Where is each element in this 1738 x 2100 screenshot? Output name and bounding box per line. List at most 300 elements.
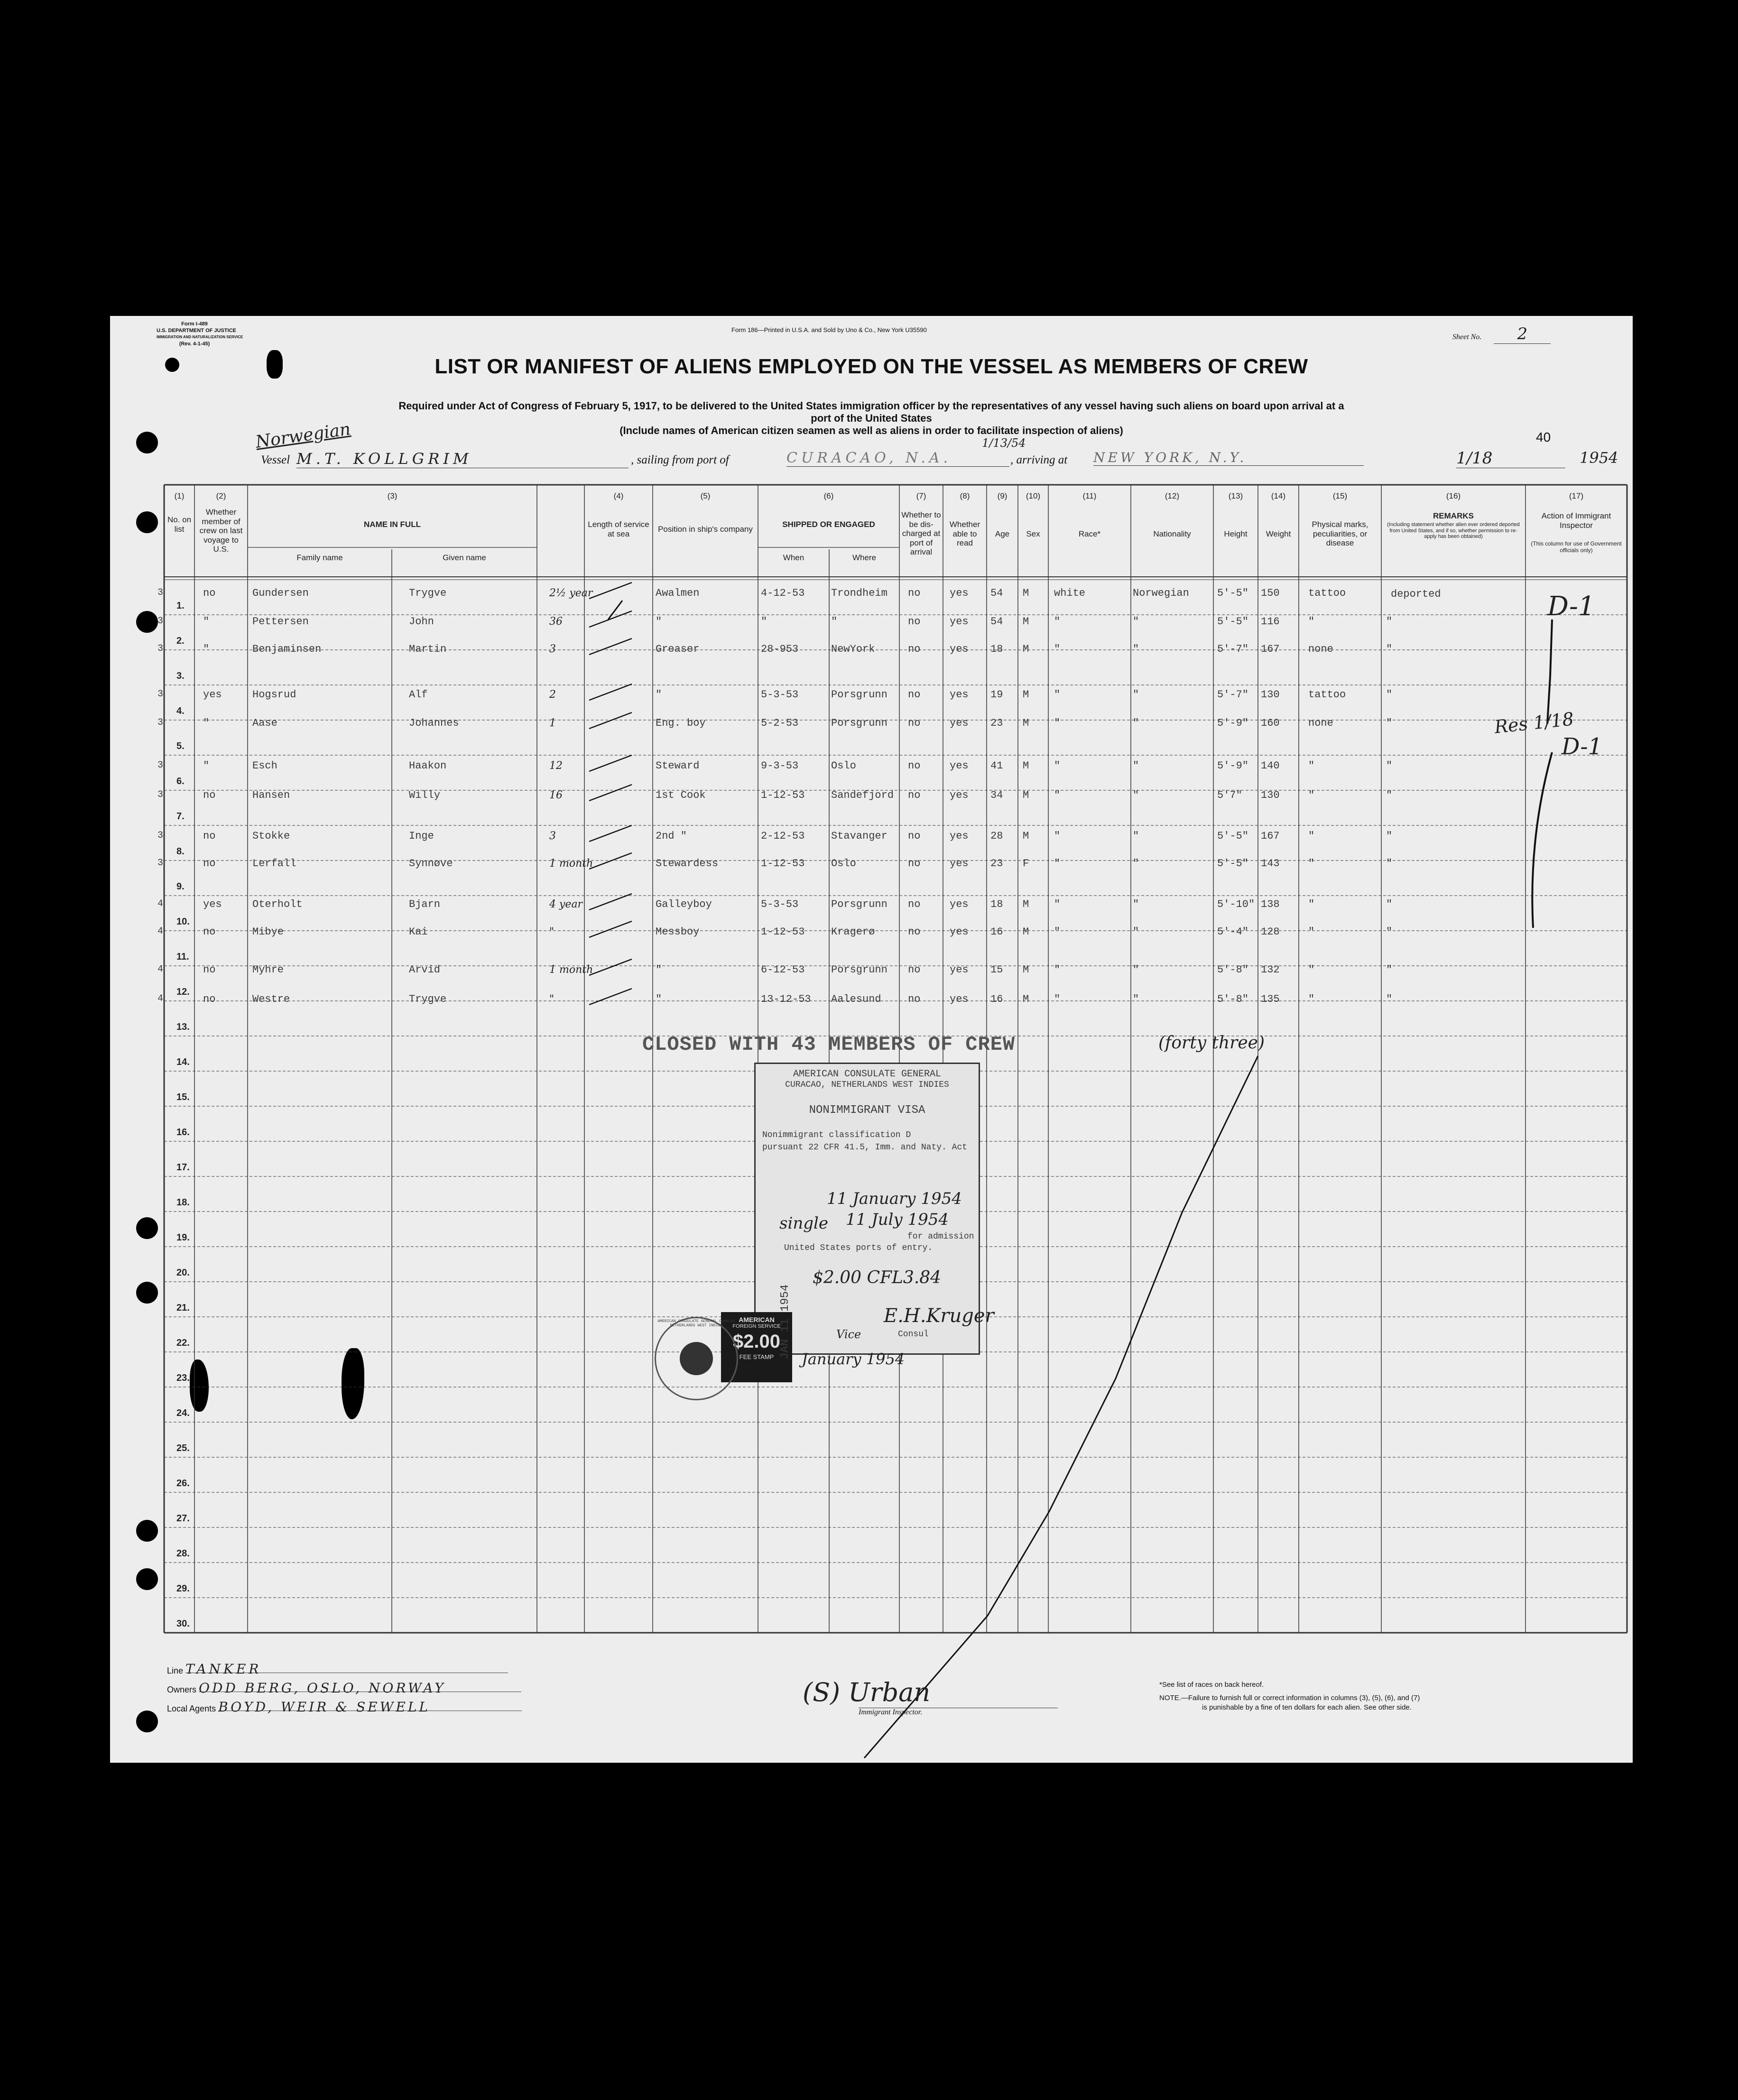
pen-stroke: [589, 583, 632, 599]
row-number: 29.: [176, 1583, 190, 1594]
cell-age: 16: [990, 926, 1003, 938]
pen-stroke: [589, 638, 632, 655]
cell-shipped-when: ": [761, 616, 767, 628]
row-prefix: 3: [157, 616, 164, 627]
header-remarks: REMARKS: [1433, 511, 1474, 520]
cell-height: 5'-4": [1217, 926, 1249, 938]
consulate-seal: [655, 1317, 738, 1400]
cell-remarks: ": [1386, 689, 1393, 701]
cell-weight: 160: [1261, 717, 1280, 729]
cell-race: ": [1054, 993, 1061, 1005]
cell-length-service: ": [549, 926, 555, 938]
cell-height: 5'-8": [1217, 993, 1249, 1005]
cell-prev-voyage: yes: [203, 898, 222, 910]
cell-position: Stewardess: [656, 858, 719, 870]
cell-length-service: 2½ year: [549, 587, 593, 599]
cell-weight: 116: [1261, 616, 1280, 628]
cell-shipped-where: NewYork: [831, 643, 875, 655]
cell-physical-marks: ": [1308, 926, 1315, 938]
cell-height: 5'-9": [1217, 717, 1249, 729]
pen-stroke: [589, 894, 632, 910]
row-number: 8.: [176, 846, 185, 857]
row-prefix: 4: [157, 964, 164, 975]
form-title: LIST OR MANIFEST OF ALIENS EMPLOYED ON THE VESSEL AS MEMBERS OF CREW: [434, 355, 1308, 378]
cell-prev-voyage: ": [203, 717, 210, 729]
cell-discharged: no: [908, 616, 921, 628]
cell-able-read: yes: [950, 643, 969, 655]
pen-stroke: [1547, 620, 1552, 724]
cell-position: 1st Cook: [656, 789, 706, 801]
stamp-line: NONIMMIGRANT VISA: [809, 1104, 925, 1117]
cell-height: 5'-7": [1217, 689, 1249, 701]
manifest-page: [110, 316, 1633, 1763]
cell-weight: 132: [1261, 964, 1280, 976]
row-number: 2.: [176, 636, 185, 646]
header-name-in-full: NAME IN FULL: [364, 520, 421, 529]
cell-nationality: Norwegian: [1133, 587, 1189, 599]
cell-race: ": [1054, 830, 1061, 842]
cell-length-service: 3: [549, 830, 556, 842]
cell-nationality: ": [1133, 830, 1139, 842]
cell-remarks: ": [1386, 717, 1393, 729]
cell-shipped-where: Porsgrunn: [831, 689, 887, 701]
cell-remarks: ": [1386, 858, 1393, 870]
cell-family-name: Aase: [252, 717, 277, 729]
cell-prev-voyage: no: [203, 830, 216, 842]
cell-age: 23: [990, 858, 1003, 870]
cell-shipped-when: 1-12-53: [761, 858, 805, 870]
cell-shipped-where: Stavanger: [831, 830, 887, 842]
stamp-ports: United States ports of entry.: [784, 1243, 933, 1253]
cell-shipped-where: Oslo: [831, 858, 856, 870]
subtitle-line: (Include names of American citizen seamen as well as aliens in order to facilitate inspection of aliens): [619, 425, 1123, 436]
cell-shipped-when: 5-3-53: [761, 689, 799, 701]
cell-race: ": [1054, 616, 1061, 628]
action-d1-second: D-1: [1562, 733, 1603, 760]
cell-physical-marks: ": [1308, 830, 1315, 842]
header-discharged: Whether to be dis-charged at port of arrival: [901, 510, 941, 557]
cell-discharged: no: [908, 898, 921, 910]
arrival-year: 1954: [1580, 449, 1618, 467]
cell-sex: M: [1023, 689, 1029, 701]
cell-age: 54: [990, 616, 1003, 628]
cell-sex: M: [1023, 830, 1029, 842]
cell-shipped-where: ": [831, 616, 838, 628]
cell-age: 28: [990, 830, 1003, 842]
cell-physical-marks: ": [1308, 789, 1315, 801]
line-field: [167, 1661, 508, 1676]
cell-physical-marks: ": [1308, 760, 1315, 772]
column-number: (14): [1271, 491, 1286, 500]
cell-prev-voyage: no: [203, 587, 216, 599]
cell-shipped-where: Kragerø: [831, 926, 875, 938]
column-number: (1): [174, 491, 185, 500]
row-number: 16.: [176, 1127, 190, 1138]
cell-shipped-when: 1-12-53: [761, 926, 805, 938]
cell-position: Messboy: [656, 926, 700, 938]
cell-discharged: no: [908, 789, 921, 801]
cell-weight: 150: [1261, 587, 1280, 599]
cell-sex: M: [1023, 587, 1029, 599]
cell-weight: 130: [1261, 689, 1280, 701]
cell-family-name: Gundersen: [252, 587, 309, 599]
cell-able-read: yes: [950, 616, 969, 628]
cell-height: 5'7": [1217, 789, 1242, 801]
cell-shipped-when: 1-12-53: [761, 789, 805, 801]
row-number: 21.: [176, 1303, 190, 1313]
cell-sex: F: [1023, 858, 1029, 870]
footnote-fine: is punishable by a fine of ten dollars for each alien. See other side.: [1202, 1703, 1412, 1711]
row-number: 17.: [176, 1162, 190, 1173]
cell-position: ": [656, 993, 662, 1005]
column-number: (5): [700, 491, 711, 500]
action-d1: D-1: [1547, 591, 1595, 622]
cell-sex: M: [1023, 898, 1029, 910]
sail-date: 1/13/54: [982, 436, 1026, 450]
printer-line: Form 186—Printed in U.S.A. and Sold by Uno & Co., New York U35590: [731, 326, 927, 333]
cell-length-service: 4 year: [549, 898, 583, 910]
cell-prev-voyage: ": [203, 760, 210, 772]
cell-physical-marks: none: [1308, 717, 1333, 729]
cell-length-service: 36: [549, 616, 563, 628]
stamp-date-issued: 11 January 1954: [827, 1189, 962, 1208]
cell-family-name: Stokke: [252, 830, 290, 842]
header-weight: Weight: [1266, 529, 1291, 538]
owners-label: Owners: [167, 1685, 197, 1694]
cell-race: ": [1054, 760, 1061, 772]
column-number: (8): [960, 491, 970, 500]
cell-position: Awalmen: [656, 587, 700, 599]
form-id-line: IMMIGRATION AND NATURALIZATION SERVICE: [157, 335, 243, 339]
header-nationality: Nationality: [1153, 529, 1191, 538]
cell-able-read: yes: [950, 689, 969, 701]
cell-height: 5'-8": [1217, 964, 1249, 976]
cell-given-name: Haakon: [409, 760, 447, 772]
pen-stroke: [589, 712, 632, 729]
cell-family-name: Pettersen: [252, 616, 309, 628]
header-position: Position in ship's company: [658, 525, 753, 534]
cell-able-read: yes: [950, 993, 969, 1005]
cell-position: ": [656, 689, 662, 701]
row-prefix: 4: [157, 993, 164, 1004]
cell-able-read: yes: [950, 830, 969, 842]
cell-prev-voyage: yes: [203, 689, 222, 701]
cell-discharged: no: [908, 993, 921, 1005]
cell-sex: M: [1023, 616, 1029, 628]
cell-length-service: 1 month: [549, 964, 593, 976]
cell-able-read: yes: [950, 926, 969, 938]
cell-weight: 167: [1261, 830, 1280, 842]
cell-nationality: ": [1133, 926, 1139, 938]
column-number: (16): [1446, 491, 1461, 500]
cell-physical-marks: ": [1308, 964, 1315, 976]
sheet-label: Sheet No.: [1452, 333, 1482, 341]
cell-length-service: ": [549, 993, 555, 1005]
cell-given-name: Alf: [409, 689, 428, 701]
cell-age: 41: [990, 760, 1003, 772]
cell-shipped-when: 5-3-53: [761, 898, 799, 910]
cell-discharged: no: [908, 717, 921, 729]
header-remarks-sub: (Including statement whether alien ever ordered deported from United States, and if so, whether permission to re-apply has been obtained): [1387, 522, 1520, 540]
cell-length-service: 16: [549, 789, 563, 801]
fee-stamp-line: AMERICAN: [739, 1316, 775, 1323]
cell-shipped-when: 2-12-53: [761, 830, 805, 842]
cell-remarks: ": [1386, 964, 1393, 976]
column-number: (3): [387, 491, 398, 500]
row-number: 13.: [176, 1022, 190, 1032]
header-no-on-list: No. on list: [167, 515, 192, 534]
cell-remarks: ": [1386, 643, 1393, 655]
row-number: 28.: [176, 1548, 190, 1559]
cell-age: 18: [990, 898, 1003, 910]
cell-race: ": [1054, 789, 1061, 801]
column-number: (4): [613, 491, 624, 500]
header-shipped: SHIPPED OR ENGAGED: [782, 520, 875, 529]
cell-age: 23: [990, 717, 1003, 729]
cell-given-name: Synnøve: [409, 858, 453, 870]
cell-discharged: no: [908, 926, 921, 938]
cell-family-name: Lerfall: [252, 858, 296, 870]
cell-remarks: ": [1386, 830, 1393, 842]
cell-able-read: yes: [950, 858, 969, 870]
cell-prev-voyage: no: [203, 789, 216, 801]
cell-able-read: yes: [950, 587, 969, 599]
vessel-label: Vessel: [261, 453, 290, 466]
cell-physical-marks: ": [1308, 898, 1315, 910]
header-physical: Physical marks, peculiarities, or disease: [1312, 520, 1368, 548]
cell-given-name: Arvid: [409, 964, 441, 976]
line-value: TANKER: [185, 1661, 508, 1673]
inspector-label: Immigrant Inspector.: [859, 1708, 1058, 1717]
row-number: 22.: [176, 1338, 190, 1348]
header-where: Where: [852, 553, 877, 562]
row-number: 1.: [176, 601, 185, 611]
column-number: (6): [823, 491, 834, 500]
form-id-line: (Rev. 4-1-45): [179, 341, 210, 347]
cell-height: 5'-5": [1217, 616, 1249, 628]
owners-value: ODD BERG, OSLO, NORWAY: [199, 1680, 521, 1692]
cell-shipped-where: Porsgrunn: [831, 717, 887, 729]
cell-family-name: Mibye: [252, 926, 284, 938]
cell-height: 5'-7": [1217, 643, 1249, 655]
cell-position: Galleyboy: [656, 898, 712, 910]
row-number: 24.: [176, 1408, 190, 1418]
cell-race: white: [1054, 587, 1086, 599]
cell-nationality: ": [1133, 858, 1139, 870]
port-to: NEW YORK, N.Y.: [1093, 450, 1364, 466]
cell-nationality: ": [1133, 643, 1139, 655]
cell-shipped-when: 13-12-53: [761, 993, 811, 1005]
cell-able-read: yes: [950, 964, 969, 976]
stamp-fee: $2.00 CFL3.84: [813, 1268, 942, 1287]
column-number: (2): [216, 491, 226, 500]
cell-weight: 128: [1261, 926, 1280, 938]
cell-prev-voyage: ": [203, 616, 210, 628]
cell-given-name: Kai: [409, 926, 428, 938]
action-res: Res 1/18: [1493, 708, 1575, 738]
cell-race: ": [1054, 643, 1061, 655]
cell-given-name: Martin: [409, 643, 447, 655]
cell-remarks: ": [1386, 616, 1393, 628]
stamp-line: CURACAO, NETHERLANDS WEST INDIES: [785, 1080, 949, 1090]
cell-shipped-when: 9-3-53: [761, 760, 799, 772]
cell-family-name: Esch: [252, 760, 277, 772]
column-number: (10): [1026, 491, 1041, 500]
sailing-label: , sailing from port of: [631, 453, 729, 466]
stamp-line: Nonimmigrant classification D: [762, 1130, 911, 1140]
cell-nationality: ": [1133, 993, 1139, 1005]
header-able-read: Whether able to read: [949, 520, 980, 548]
cell-prev-voyage: ": [203, 643, 210, 655]
cell-shipped-where: Aalesund: [831, 993, 881, 1005]
cell-given-name: Trygve: [409, 587, 447, 599]
cell-height: 5'-5": [1217, 858, 1249, 870]
cell-age: 18: [990, 643, 1003, 655]
inspector-signature: (S) Urban: [803, 1677, 931, 1707]
cell-shipped-where: Porsgrunn: [831, 898, 887, 910]
cell-physical-marks: tattoo: [1308, 587, 1346, 599]
cell-weight: 167: [1261, 643, 1280, 655]
cell-race: ": [1054, 717, 1061, 729]
cell-height: 5'-10": [1217, 898, 1255, 910]
row-number: 30.: [176, 1619, 190, 1629]
cell-prev-voyage: no: [203, 993, 216, 1005]
header-height: Height: [1224, 529, 1248, 538]
cell-shipped-where: Porsgrunn: [831, 964, 887, 976]
header-given-name: Given name: [443, 553, 486, 562]
cell-sex: M: [1023, 926, 1029, 938]
cell-weight: 138: [1261, 898, 1280, 910]
row-number: 12.: [176, 987, 190, 997]
cell-family-name: Myhre: [252, 964, 284, 976]
cell-able-read: yes: [950, 760, 969, 772]
cell-prev-voyage: no: [203, 926, 216, 938]
cell-length-service: 1 month: [549, 858, 593, 870]
cell-shipped-when: 6-12-53: [761, 964, 805, 976]
cell-position: 2nd ": [656, 830, 687, 842]
row-prefix: 3: [157, 789, 164, 800]
cell-length-service: 1: [549, 717, 556, 729]
cell-physical-marks: ": [1308, 616, 1315, 628]
pen-stroke: [589, 785, 632, 801]
cell-position: Steward: [656, 760, 700, 772]
closed-statement: CLOSED WITH 43 MEMBERS OF CREW: [642, 1033, 1016, 1056]
header-whether-member: Whether member of crew on last voyage to U.S.: [199, 508, 243, 554]
row-prefix: 3: [157, 858, 164, 869]
cell-able-read: yes: [950, 789, 969, 801]
pen-stroke: [589, 755, 632, 771]
row-prefix: 3: [157, 830, 164, 841]
cell-family-name: Westre: [252, 993, 290, 1005]
cell-age: 16: [990, 993, 1003, 1005]
cell-given-name: Johannes: [409, 717, 459, 729]
cell-race: ": [1054, 689, 1061, 701]
pen-stroke: [589, 959, 632, 975]
column-number: (15): [1332, 491, 1348, 500]
cell-age: 19: [990, 689, 1003, 701]
cell-length-service: 2: [549, 689, 556, 701]
cell-discharged: no: [908, 760, 921, 772]
cell-family-name: Hogsrud: [252, 689, 296, 701]
cell-nationality: ": [1133, 898, 1139, 910]
row-number: 7.: [176, 811, 185, 822]
remarks-hand-note: [1391, 584, 1441, 600]
header-action: Action of Immigrant Inspector: [1541, 511, 1611, 530]
stamp-admission: for admission: [907, 1232, 974, 1241]
date-stamp: JAN 11 1954: [779, 1284, 792, 1360]
cell-age: 34: [990, 789, 1003, 801]
pen-stroke: [589, 989, 632, 1005]
cell-race: ": [1054, 898, 1061, 910]
cell-remarks: ": [1386, 898, 1393, 910]
cell-shipped-when: 5-2-53: [761, 717, 799, 729]
cell-nationality: ": [1133, 689, 1139, 701]
cell-family-name: Benjaminsen: [252, 643, 322, 655]
cell-physical-marks: none: [1308, 643, 1333, 655]
stamp-entries: single: [779, 1214, 828, 1233]
cell-nationality: ": [1133, 964, 1139, 976]
cell-remarks: ": [1386, 993, 1393, 1005]
cell-given-name: Trygve: [409, 993, 447, 1005]
column-number: (17): [1569, 491, 1584, 500]
cell-position: Greaser: [656, 643, 700, 655]
row-number: 14.: [176, 1057, 190, 1067]
nationality-note: Norwegian: [254, 419, 352, 452]
header-family-name: Family name: [296, 553, 343, 562]
agents-field: [167, 1699, 522, 1714]
row-prefix: 3: [157, 760, 164, 771]
header-action-sub: (This column for use of Government officials only): [1531, 540, 1622, 554]
cell-family-name: Hansen: [252, 789, 290, 801]
agents-label: Local Agents: [167, 1704, 216, 1713]
subtitle-line: Required under Act of Congress of February 5, 1917, to be delivered to the United States immigration officer by the representatives of any vessel having such aliens on board upon arrival at a: [398, 400, 1344, 412]
seal-text: AMERICAN CONSULATE GENERAL CURACAO NETHERLANDS WEST INDIES: [657, 1319, 735, 1328]
column-number: (12): [1165, 491, 1180, 500]
row-number: 11.: [176, 952, 189, 962]
pen-stroke: [589, 684, 632, 700]
cell-age: 15: [990, 964, 1003, 976]
fee-stamp-value: $2.00: [732, 1331, 781, 1352]
cell-physical-marks: tattoo: [1308, 689, 1346, 701]
row-number: 20.: [176, 1267, 190, 1278]
header-sex: Sex: [1026, 529, 1040, 538]
row-number: 23.: [176, 1373, 190, 1383]
vessel-name: M.T. KOLLGRIM: [296, 450, 629, 468]
cell-race: ": [1054, 926, 1061, 938]
footnotes: [1159, 1680, 1420, 1712]
cell-discharged: no: [908, 587, 921, 599]
row-prefix: 4: [157, 926, 164, 937]
cell-shipped-where: Sandefjord: [831, 789, 894, 801]
row-number: 19.: [176, 1232, 190, 1243]
row-number: 26.: [176, 1478, 190, 1489]
cell-physical-marks: ": [1308, 858, 1315, 870]
cell-able-read: yes: [950, 898, 969, 910]
row-prefix: 3: [157, 717, 164, 728]
row-prefix: 4: [157, 898, 164, 909]
cell-prev-voyage: no: [203, 964, 216, 976]
cell-discharged: no: [908, 964, 921, 976]
cell-sex: M: [1023, 643, 1029, 655]
pen-stroke: [589, 611, 632, 627]
column-number: (7): [916, 491, 926, 500]
cell-sex: M: [1023, 993, 1029, 1005]
agents-value: BOYD, WEIR & SEWELL: [218, 1699, 522, 1711]
owners-field: [167, 1680, 521, 1695]
header-age: Age: [995, 529, 1010, 538]
stamp-line: pursuant 22 CFR 41.5, Imm. and Naty. Act: [762, 1143, 968, 1152]
row-number: 5.: [176, 741, 185, 751]
